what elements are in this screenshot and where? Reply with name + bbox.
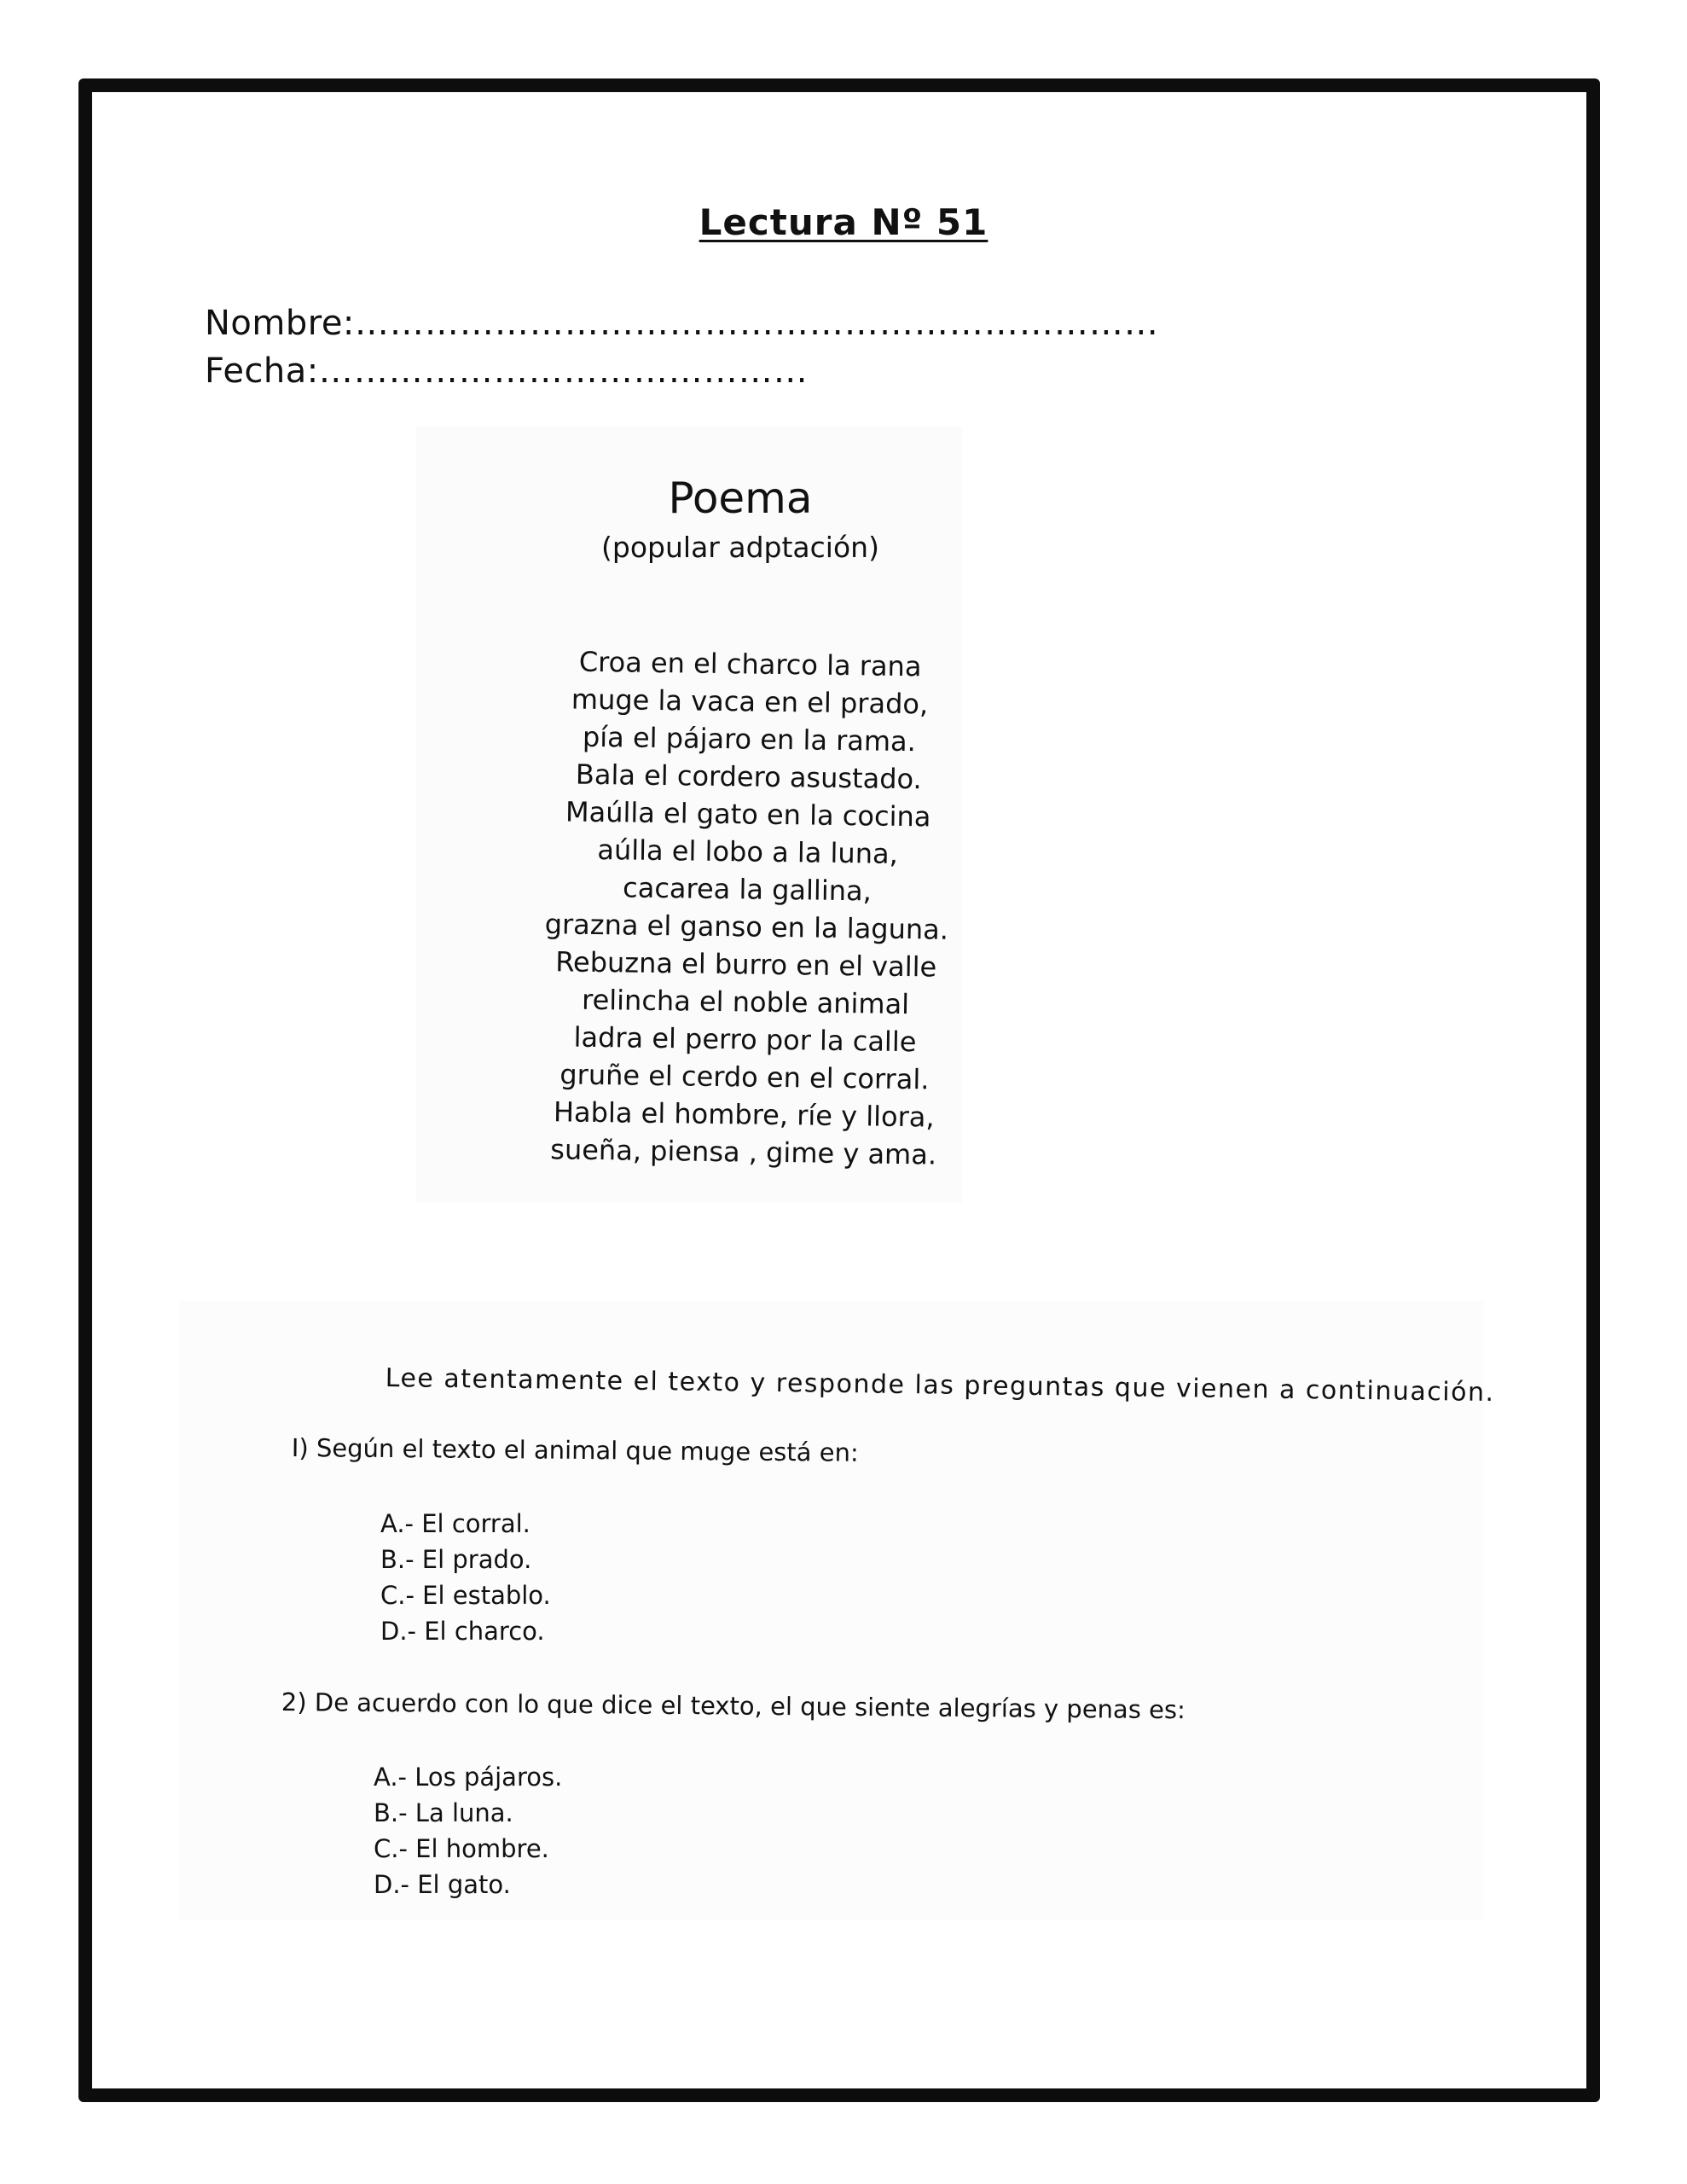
poem-title: Poema [668,473,813,523]
poem-line: relincha el noble animal [581,983,910,1021]
name-field [205,304,1159,343]
name-blank-line[interactable]: …………………………………………………………… [354,304,1159,343]
poem-line: ladra el perro por la calle [573,1020,917,1059]
instructions-text: Lee atentamente el texto y responde las preguntas que vienen a continuación. [385,1363,1495,1409]
answer-option[interactable]: C.- El hombre. [374,1834,549,1863]
poem-line: Bala el cordero asustado. [575,758,922,796]
poem-subtitle: (popular adptación) [601,531,879,564]
poem-line: sueña, piensa , gime y ama. [550,1133,937,1171]
poem-line: Croa en el charco la rana [578,645,922,683]
question-2: 2) De acuerdo con lo que dice el texto, el que siente alegrías y penas es: [281,1687,1186,1725]
poem-line: grazna el ganso en la laguna. [544,908,949,946]
poem-line: cacarea la gallina, [622,871,872,908]
answer-option[interactable]: B.- La luna. [374,1798,513,1827]
answer-option[interactable]: D.- El gato. [374,1870,511,1899]
answer-option[interactable]: A.- Los pájaros. [374,1763,563,1792]
question-2-options [374,1759,562,1902]
date-blank-line[interactable]: …………………………………… [318,351,809,391]
question-1-options [380,1506,551,1649]
worksheet-title-text: Lectura Nº 51 [699,201,988,243]
answer-option[interactable]: C.- El establo. [380,1581,551,1610]
poem-line: gruñe el cerdo en el corral. [559,1058,930,1096]
poem-line: Habla el hombre, ríe y llora, [553,1095,935,1134]
answer-option[interactable]: B.- El prado. [380,1545,532,1574]
date-label: Fecha: [205,351,319,391]
question-1: I) Según el texto el animal que muge está en: [291,1433,859,1467]
poem-line: Maúlla el gato en la cocina [565,795,931,834]
poem-line: pía el pájaro en la rama. [582,720,917,758]
poem-line: Rebuzna el burro en el valle [555,945,937,984]
answer-option[interactable]: A.- El corral. [380,1509,530,1538]
poem-line: aúlla el lobo a la luna, [597,833,899,870]
worksheet-title [0,201,1687,243]
poem-line: muge la vaca en el prado, [571,682,929,721]
poem-body [470,642,1023,1175]
answer-option[interactable]: D.- El charco. [380,1617,545,1646]
name-label: Nombre: [205,304,355,343]
date-field [205,351,809,391]
